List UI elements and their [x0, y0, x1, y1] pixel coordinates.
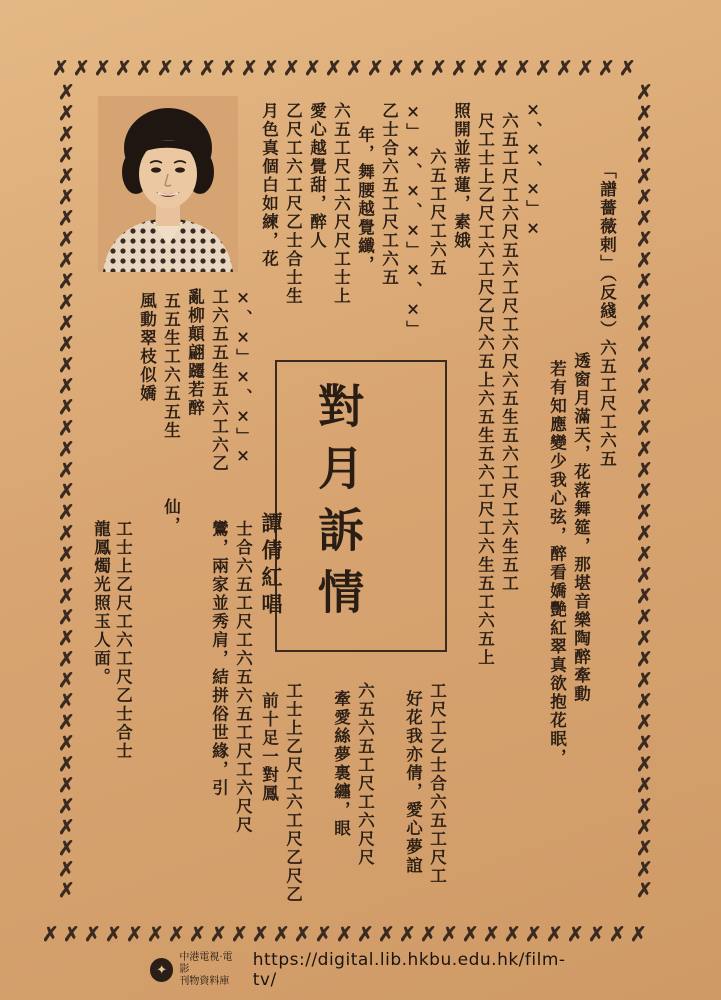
border-ornament: ✗	[58, 815, 75, 839]
border-ornament: ✗	[357, 922, 374, 946]
lyric-column: 鸞，兩家並秀肩，結拼俗世緣，引	[209, 520, 229, 798]
border-ornament: ✗	[58, 437, 75, 461]
border-ornament: ✗	[42, 922, 59, 946]
border-ornament: ✗	[636, 122, 653, 146]
border-ornament: ✗	[220, 56, 237, 80]
border-ornament: ✗	[430, 56, 447, 80]
border-ornament: ✗	[58, 542, 75, 566]
border-ornament: ✗	[58, 185, 75, 209]
border-ornament: ✗	[315, 922, 332, 946]
border-ornament: ✗	[636, 647, 653, 671]
border-ornament: ✗	[58, 584, 75, 608]
border-ornament: ✗	[378, 922, 395, 946]
lyric-column: 前十足一對鳳	[259, 692, 279, 803]
border-ornament: ✗	[636, 185, 653, 209]
border-ornament: ✗	[58, 290, 75, 314]
lyric-column: 愛心越覺甜，醉人	[307, 102, 327, 250]
border-ornament: ✗	[304, 56, 321, 80]
lyric-column: 六五六五工尺工六尺尺	[355, 682, 375, 867]
border-ornament: ✗	[636, 82, 653, 104]
border-ornament: ✗	[58, 689, 75, 713]
border-ornament: ✗	[514, 56, 531, 80]
border-ornament: ✗	[231, 922, 248, 946]
lyric-column: 透窗月滿天，花落舞筵，那堪音樂陶醉牽動	[571, 352, 591, 704]
border-ornament: ✗	[636, 668, 653, 692]
border-ornament: ✗	[588, 922, 605, 946]
lyric-column: 若有知應變少我心弦，醉看嬌艷紅翠真欲抱花眠，	[547, 360, 567, 767]
border-ornament: ✗	[147, 922, 164, 946]
border-ornament: ✗	[636, 773, 653, 797]
border-ornament: ✗	[58, 836, 75, 860]
decorative-border-top	[52, 52, 652, 82]
border-ornament: ✗	[636, 563, 653, 587]
border-ornament: ✗	[58, 458, 75, 482]
lyric-column: 尺工士上乙尺工六工尺乙尺六五上六五生五六工尺工六生五工六五上	[475, 112, 495, 667]
border-ornament: ✗	[58, 605, 75, 629]
border-ornament: ✗	[58, 794, 75, 818]
lyric-column: 六五工尺工六尺五六工尺工六尺六五生五六工尺工六生五工	[499, 112, 519, 593]
border-ornament: ✗	[136, 56, 153, 80]
lyric-column: 好花我亦倩，愛心夢誼	[403, 690, 423, 875]
lyric-column: ×」×、×、×」×、×」	[403, 102, 423, 339]
border-ornament: ✗	[525, 922, 542, 946]
singer-byline: 譚倩紅唱	[259, 512, 284, 620]
border-ornament: ✗	[58, 521, 75, 545]
border-ornament: ✗	[598, 56, 615, 80]
border-ornament: ✗	[63, 922, 80, 946]
lyric-column: 乙士合六五工尺工六五	[379, 102, 399, 287]
border-ornament: ✗	[58, 731, 75, 755]
border-ornament: ✗	[58, 164, 75, 188]
border-ornament: ✗	[58, 479, 75, 503]
lyric-column: 工六五五生五六工六乙	[209, 288, 229, 473]
border-ornament: ✗	[609, 922, 626, 946]
border-ornament: ✗	[462, 922, 479, 946]
border-ornament: ✗	[636, 101, 653, 125]
border-ornament: ✗	[493, 56, 510, 80]
border-ornament: ✗	[420, 922, 437, 946]
border-ornament: ✗	[105, 922, 122, 946]
border-ornament: ✗	[189, 922, 206, 946]
decorative-border-right	[630, 82, 662, 918]
library-name: 中港電視·電影 刊物資料庫	[179, 952, 233, 987]
border-ornament: ✗	[636, 626, 653, 650]
border-ornament: ✗	[546, 922, 563, 946]
border-ornament: ✗	[636, 542, 653, 566]
border-ornament: ✗	[58, 878, 75, 902]
border-ornament: ✗	[58, 395, 75, 419]
lyric-column: 工尺工乙士合六五工尺工	[427, 682, 447, 886]
border-ornament: ✗	[115, 56, 132, 80]
border-ornament: ✗	[399, 922, 416, 946]
border-ornament: ✗	[636, 878, 653, 902]
border-ornament: ✗	[73, 56, 90, 80]
border-ornament: ✗	[636, 794, 653, 818]
border-ornament: ✗	[636, 815, 653, 839]
border-ornament: ✗	[636, 752, 653, 776]
border-ornament: ✗	[636, 164, 653, 188]
lyric-column: 士合六五工尺工六五六五工尺工六尺尺	[233, 520, 253, 835]
border-ornament: ✗	[451, 56, 468, 80]
lyric-column: 五五生工六五五生	[161, 292, 181, 440]
border-ornament: ✗	[630, 922, 647, 946]
lyric-column: 龍鳳燭光照玉人面。	[91, 520, 111, 687]
border-ornament: ✗	[273, 922, 290, 946]
border-ornament: ✗	[441, 922, 458, 946]
border-ornament: ✗	[636, 731, 653, 755]
library-watermark	[150, 950, 580, 990]
border-ornament: ✗	[58, 647, 75, 671]
border-ornament: ✗	[619, 56, 636, 80]
border-ornament: ✗	[636, 227, 653, 251]
decorative-border-bottom	[42, 918, 654, 950]
border-ornament: ✗	[367, 56, 384, 80]
border-ornament: ✗	[58, 122, 75, 146]
lyric-column: ×、×、×」×	[523, 100, 543, 240]
lyric-column: 牽愛絲夢裏纏，眼	[331, 690, 351, 838]
decorative-border-left	[52, 82, 84, 918]
border-ornament: ✗	[58, 626, 75, 650]
border-ornament: ✗	[388, 56, 405, 80]
lyric-column: 風動翠枝似嬌	[137, 292, 157, 403]
lyric-column: 乙尺工六工尺乙士合士生	[283, 102, 303, 306]
border-ornament: ✗	[58, 710, 75, 734]
border-ornament: ✗	[58, 752, 75, 776]
border-ornament: ✗	[636, 479, 653, 503]
lyric-column: 月色真個白如練，花	[259, 102, 279, 269]
border-ornament: ✗	[58, 857, 75, 881]
border-ornament: ✗	[636, 353, 653, 377]
lyrics-area	[88, 92, 628, 912]
lyric-column: 工士上乙尺工六工尺乙尺乙	[283, 682, 303, 904]
border-ornament: ✗	[58, 82, 75, 104]
lyric-column: 亂柳顛翩躚若醉	[185, 288, 205, 418]
border-ornament: ✗	[210, 922, 227, 946]
border-ornament: ✗	[58, 563, 75, 587]
border-ornament: ✗	[58, 332, 75, 356]
border-ornament: ✗	[252, 922, 269, 946]
border-ornament: ✗	[58, 143, 75, 167]
lyric-column: 照開並蒂蓮，素娥	[451, 102, 471, 250]
lyric-column: 六五工尺工六五	[427, 148, 447, 278]
border-ornament: ✗	[636, 143, 653, 167]
border-ornament: ✗	[636, 374, 653, 398]
border-ornament: ✗	[636, 269, 653, 293]
border-ornament: ✗	[636, 836, 653, 860]
border-ornament: ✗	[199, 56, 216, 80]
border-ornament: ✗	[636, 710, 653, 734]
border-ornament: ✗	[84, 922, 101, 946]
border-ornament: ✗	[636, 458, 653, 482]
border-ornament: ✗	[636, 248, 653, 272]
border-ornament: ✗	[283, 56, 300, 80]
border-ornament: ✗	[567, 922, 584, 946]
border-ornament: ✗	[178, 56, 195, 80]
border-ornament: ✗	[472, 56, 489, 80]
border-ornament: ✗	[336, 922, 353, 946]
lyric-column: 工士上乙尺工六工尺乙士合士	[113, 520, 133, 761]
library-url[interactable]: https://digital.lib.hkbu.edu.hk/film-tv/	[252, 950, 566, 990]
border-ornament: ✗	[58, 248, 75, 272]
border-ornament: ✗	[636, 689, 653, 713]
border-ornament: ✗	[241, 56, 258, 80]
border-ornament: ✗	[58, 269, 75, 293]
border-ornament: ✗	[577, 56, 594, 80]
border-ornament: ✗	[58, 311, 75, 335]
border-ornament: ✗	[58, 353, 75, 377]
border-ornament: ✗	[168, 922, 185, 946]
lyric-column: 仙，	[161, 498, 181, 535]
border-ornament: ✗	[636, 416, 653, 440]
lyric-column: ×、×」×、×」×	[233, 288, 253, 467]
lyric-column: 年，舞腰越覺纖，	[355, 126, 375, 274]
border-ornament: ✗	[504, 922, 521, 946]
border-ornament: ✗	[535, 56, 552, 80]
border-ornament: ✗	[636, 437, 653, 461]
border-ornament: ✗	[636, 311, 653, 335]
library-logo-icon: ✦	[150, 958, 173, 982]
lyric-column: 六五工尺工六尺尺工士上	[331, 102, 351, 306]
border-ornament: ✗	[52, 56, 69, 80]
border-ornament: ✗	[636, 584, 653, 608]
border-ornament: ✗	[58, 773, 75, 797]
border-ornament: ✗	[636, 290, 653, 314]
border-ornament: ✗	[483, 922, 500, 946]
border-ornament: ✗	[58, 668, 75, 692]
border-ornament: ✗	[58, 374, 75, 398]
border-ornament: ✗	[636, 605, 653, 629]
border-ornament: ✗	[346, 56, 363, 80]
border-ornament: ✗	[58, 416, 75, 440]
border-ornament: ✗	[58, 227, 75, 251]
border-ornament: ✗	[325, 56, 342, 80]
border-ornament: ✗	[58, 206, 75, 230]
border-ornament: ✗	[262, 56, 279, 80]
border-ornament: ✗	[126, 922, 143, 946]
border-ornament: ✗	[94, 56, 111, 80]
border-ornament: ✗	[636, 332, 653, 356]
border-ornament: ✗	[636, 521, 653, 545]
border-ornament: ✗	[409, 56, 426, 80]
border-ornament: ✗	[294, 922, 311, 946]
border-ornament: ✗	[58, 101, 75, 125]
border-ornament: ✗	[556, 56, 573, 80]
lyric-column: 「譜薔薇剌」（反綫）六五工尺工六五	[597, 162, 617, 469]
song-title: 對月訴情	[311, 382, 365, 630]
border-ornament: ✗	[636, 395, 653, 419]
border-ornament: ✗	[636, 857, 653, 881]
border-ornament: ✗	[636, 206, 653, 230]
border-ornament: ✗	[58, 500, 75, 524]
border-ornament: ✗	[636, 500, 653, 524]
border-ornament: ✗	[157, 56, 174, 80]
